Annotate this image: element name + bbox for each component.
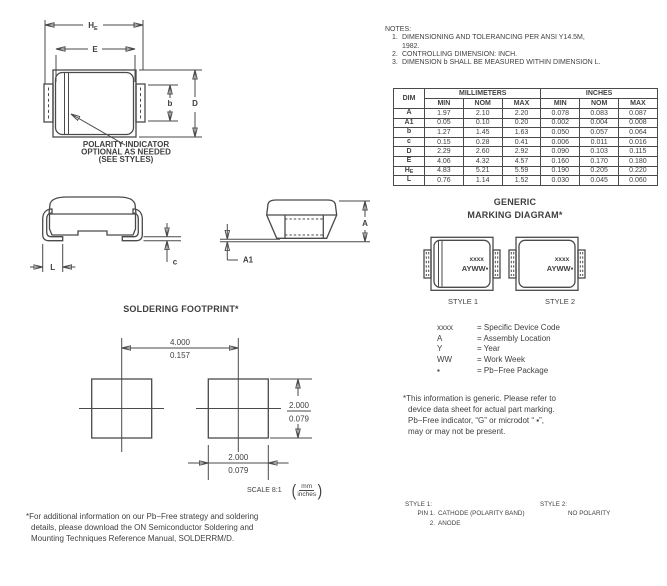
table-row: c 0.15 0.28 0.41 0.006 0.011 0.016: [394, 137, 658, 147]
svg-text:2.000: 2.000: [228, 453, 249, 462]
front-view-drawing: [25, 192, 197, 290]
soldering-footnote: *For additional information on our Pb−Free strategy and soldering details, please download the ON Semiconductor Soldering and Mounting Techniques Reference Manual, SOLDERRM/D.: [26, 512, 259, 543]
svg-text:0.079: 0.079: [228, 466, 249, 475]
legend-row: A = Assembly Location: [437, 333, 551, 343]
c-dimension: [144, 223, 182, 267]
style2-label: STYLE 2: [544, 297, 575, 306]
table-row: E 4.06 4.32 4.57 0.160 0.170 0.180: [394, 156, 658, 166]
a-label: A: [362, 219, 368, 228]
svg-text:OPTIONAL AS NEEDED: OPTIONAL AS NEEDED: [81, 147, 171, 157]
style1-label: STYLE 1: [447, 297, 478, 306]
c-label: c: [172, 257, 178, 267]
a-dimension: [339, 201, 370, 242]
e-dimension: [56, 45, 135, 82]
svg-text:0.079: 0.079: [288, 414, 310, 424]
table-row: $H_E$ 4.83 5.21 5.59 0.190 0.205 0.220: [394, 166, 658, 176]
scale-label: SCALE 8:1: [247, 487, 282, 494]
pitch-dimension: [122, 338, 239, 360]
marking-diagram-title-line2: MARKING DIAGRAM*: [467, 210, 563, 220]
device-code-text: xxxx: [554, 256, 570, 263]
package-body-end-view: [267, 200, 337, 238]
legend-row: xxxx = Specific Device Code: [437, 323, 560, 332]
device-code-text: xxxx: [469, 256, 484, 263]
package-body-front-view: [43, 197, 143, 241]
svg-text:POLARITY INDICATOR: POLARITY INDICATOR: [82, 140, 170, 149]
group-header-mm: MILLIMETERS: [425, 89, 541, 99]
marking-package-style2: [509, 237, 585, 290]
style2-title: STYLE 2:: [540, 501, 567, 508]
date-code-text: AYWW▪: [546, 264, 574, 273]
marking-legend: [437, 323, 560, 376]
a1-dimension: [227, 224, 253, 265]
b-label: b: [167, 99, 173, 108]
legend-row: WW = Work Week: [437, 355, 525, 365]
soldering-footprint-title: SOLDERING FOOTPRINT*: [123, 304, 239, 314]
svg-text:0.157: 0.157: [169, 351, 191, 360]
units-fraction: $\frac{mm}{\text{inches}}$: [297, 482, 317, 498]
svg-text:(SEE STYLES): (SEE STYLES): [98, 154, 154, 164]
notes-title: NOTES:: [385, 26, 412, 33]
a1-label: A1: [242, 255, 254, 265]
end-view-drawing: [215, 192, 380, 272]
marking-footnote: *This information is generic. Please refer to device data sheet for actual part marking. Pb−Free indicator, “G” or microdot “ ▪”, may or may not be present.: [403, 394, 556, 436]
col-header-dim: DIM: [394, 89, 425, 109]
legend-row: ▪ = Pb−Free Package: [437, 365, 549, 375]
top-view-drawing: [25, 12, 240, 174]
table-row: L 0.76 1.14 1.52 0.030 0.045 0.060: [394, 176, 658, 186]
scale-note: SCALE 8:1 ( $\frac{mm}{\text{inches}}$ ): [247, 481, 323, 500]
legend-row: Y = Year: [437, 344, 500, 354]
marking-diagram-drawing: [418, 233, 603, 295]
date-code-text: AYWW▪: [461, 264, 489, 273]
group-header-inch: INCHES: [541, 89, 657, 99]
svg-text:4.000: 4.000: [169, 338, 191, 347]
d-label: D: [192, 99, 198, 108]
table-row: A 1.97 2.10 2.20 0.078 0.083 0.087: [394, 109, 658, 119]
table-row: b 1.27 1.45 1.63 0.050 0.057 0.064: [394, 128, 658, 138]
l-dimension: [30, 244, 75, 272]
notes-block: NOTES: 1. DIMENSIONING AND TOLERANCING PER ANSI Y14.5M, 1982. 2. CONTROLLING DIMENSION: INCH. 3. DIMENSION b SHALL BE MEASURED WITHIN DIMENSION L.: [385, 26, 655, 67]
seating-plane: [220, 239, 370, 242]
e-label: E: [92, 45, 98, 54]
he-label: $H_E$: [88, 21, 98, 32]
svg-text:2.000: 2.000: [288, 401, 310, 410]
table-row: D 2.29 2.60 2.92 0.090 0.103 0.115: [394, 147, 658, 157]
dimension-table: DIM MILLIMETERS INCHES MIN NOM MAX MIN NOM MAX A 1.97 2.10 2.20 0.078 0.083 0.087 A1 0.05 0.10 0.20 0.002 0.004 0.008 b 1.27 1.45 1.63 0.050 0.057 0.064 c 0.15 0.28 0.41 0.006 0.011 0.016 D 2.29 2.60 2.92 0.090 0.103 0.115 E 4.06 4.32 4.57 0.160 0.170 0.180 $H_E$ 4.83 5.21 5.59 0.190 0.205 0.220 L 0.76 1.14 1.52 0.030 0.045 0.060: [393, 88, 658, 186]
l-label: L: [50, 263, 56, 272]
style2-pin-note: STYLE 2: NO POLARITY: [540, 501, 611, 518]
table-row: A1 0.05 0.10 0.20 0.002 0.004 0.008: [394, 118, 658, 128]
style1-title: STYLE 1:: [405, 501, 432, 508]
marking-diagram-title-line1: GENERIC: [493, 197, 537, 207]
marking-package-style1: [424, 237, 500, 290]
b-dimension: [148, 85, 178, 121]
style1-pin-note: STYLE 1: PIN 1. CATHODE (POLARITY BAND) 2. ANODE: [405, 501, 525, 527]
soldering-footprint-drawing: [60, 330, 360, 485]
